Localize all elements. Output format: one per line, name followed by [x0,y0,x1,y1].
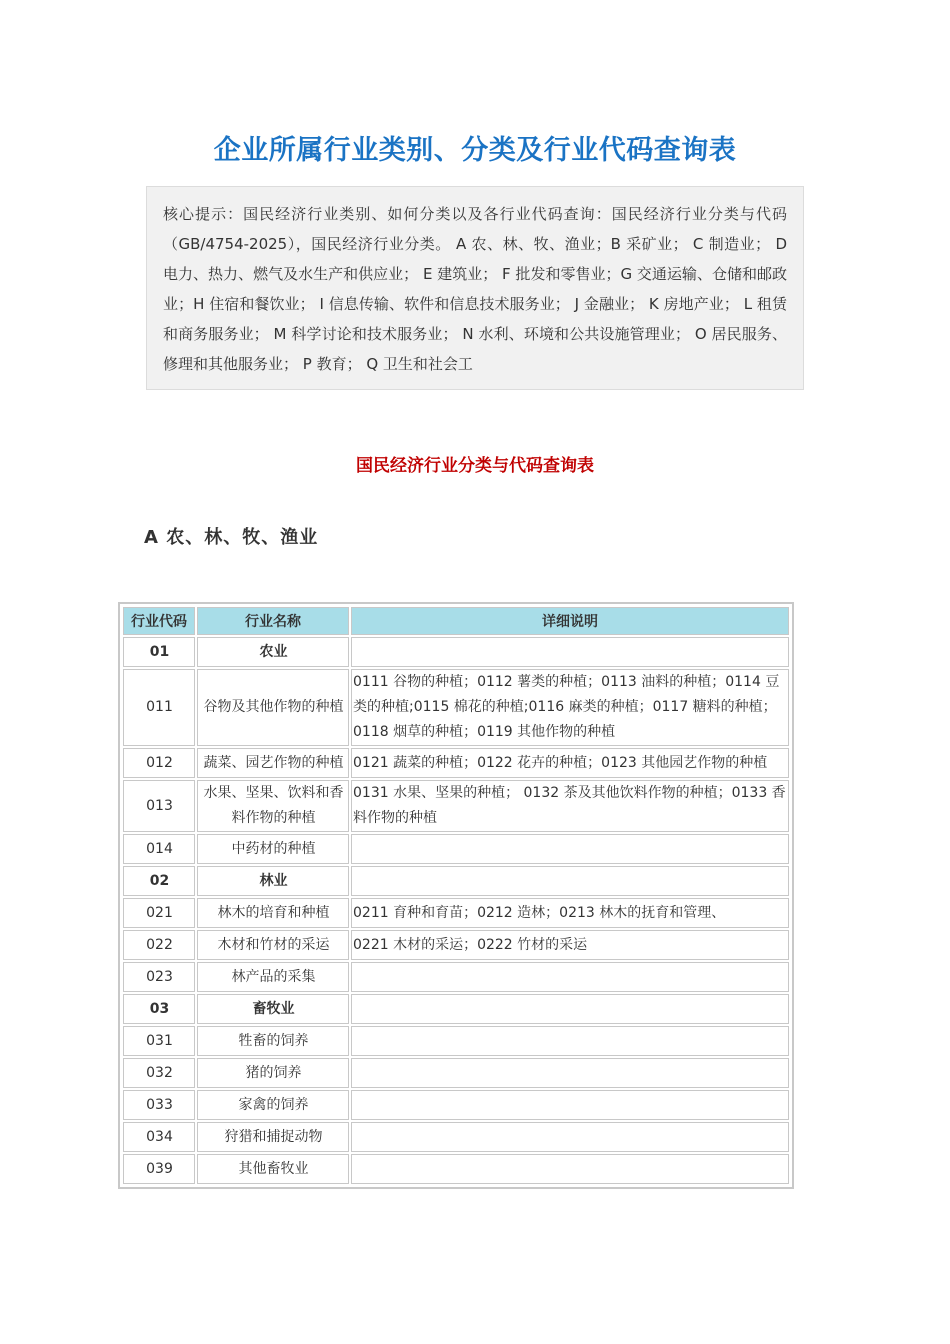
row-detail [351,637,789,667]
table-row [123,1090,789,1120]
row-detail [351,1090,789,1120]
table-row [123,1154,789,1184]
page-title: 企业所属行业类别、分类及行业代码查询表 [213,135,737,166]
row-name: 木材和竹材的采运 [197,930,349,960]
row-code: 032 [123,1058,195,1088]
table-row [123,930,789,960]
row-detail [351,1154,789,1184]
row-name: 农业 [197,637,349,667]
table-row [123,637,789,667]
row-detail [351,1058,789,1088]
row-detail [351,962,789,992]
row-detail [351,1026,789,1056]
table-body [123,637,789,1184]
row-code: 023 [123,962,195,992]
table-row [123,962,789,992]
row-code: 033 [123,1090,195,1120]
table-row [123,748,789,778]
table-row [123,1026,789,1056]
table-header-row [123,607,789,635]
row-code: 021 [123,898,195,928]
row-detail [351,866,789,896]
header-detail: 详细说明 [351,607,789,635]
row-detail: 0211 育种和育苗；0212 造林；0213 林木的抚育和管理、 [351,898,789,928]
table-row [123,834,789,864]
row-code: 022 [123,930,195,960]
row-name: 猪的饲养 [197,1058,349,1088]
row-name: 中药材的种植 [197,834,349,864]
industry-table-container [118,602,794,1189]
row-name: 林业 [197,866,349,896]
row-detail: 0121 蔬菜的种植；0122 花卉的种植；0123 其他园艺作物的种植 [351,748,789,778]
table-row [123,866,789,896]
row-name: 牲畜的饲养 [197,1026,349,1056]
row-name: 蔬菜、园艺作物的种植 [197,748,349,778]
table-row [123,994,789,1024]
row-name: 家禽的饲养 [197,1090,349,1120]
table-row [123,898,789,928]
row-code: 012 [123,748,195,778]
row-name: 林木的培育和种植 [197,898,349,928]
row-code: 039 [123,1154,195,1184]
row-code: 034 [123,1122,195,1152]
row-name: 狩猎和捕捉动物 [197,1122,349,1152]
table-row [123,1058,789,1088]
row-name: 水果、坚果、饮料和香料作物的种植 [197,780,349,832]
row-detail [351,994,789,1024]
header-name: 行业名称 [197,607,349,635]
table-row [123,780,789,832]
row-name: 畜牧业 [197,994,349,1024]
row-code: 014 [123,834,195,864]
row-detail [351,834,789,864]
row-detail: 0131 水果、坚果的种植； 0132 茶及其他饮料作物的种植；0133 香料作物的种植 [351,780,789,832]
row-name: 其他畜牧业 [197,1154,349,1184]
row-code: 011 [123,669,195,746]
row-code: 02 [123,866,195,896]
row-detail [351,1122,789,1152]
row-name: 林产品的采集 [197,962,349,992]
row-name: 谷物及其他作物的种植 [197,669,349,746]
row-code: 03 [123,994,195,1024]
row-detail: 0111 谷物的种植；0112 薯类的种植；0113 油料的种植；0114 豆类的种植;0115 棉花的种植;0116 麻类的种植；0117 糖料的种植；0118 烟草的种植；0119 其他作物的种植 [351,669,789,746]
table-row [123,669,789,746]
row-detail: 0221 木材的采运；0222 竹材的采运 [351,930,789,960]
table-row [123,1122,789,1152]
table-subtitle: 国民经济行业分类与代码查询表 [356,456,594,476]
row-code: 01 [123,637,195,667]
row-code: 031 [123,1026,195,1056]
industry-code-table [121,605,791,1186]
core-tip-box: 核心提示：国民经济行业类别、如何分类以及各行业代码查询：国民经济行业分类与代码（GB/4754-2025），国民经济行业分类。 A 农、林、牧、渔业；B 采矿业； C 制造业； D 电力、热力、燃气及水生产和供应业； E 建筑业； F 批发和零售业；G 交通运输、仓储和邮政业；H 住宿和餐饮业； I 信息传输、软件和信息技术服务业； J 金融业； K 房地产业； L 租赁和商务服务业； M 科学讨论和技术服务业； N 水利、环境和公共设施管理业； O 居民服务、修理和其他服务业； P 教育； Q 卫生和社会工 [146,186,804,390]
section-heading: A 农、林、牧、渔业 [144,527,319,548]
header-code: 行业代码 [123,607,195,635]
row-code: 013 [123,780,195,832]
